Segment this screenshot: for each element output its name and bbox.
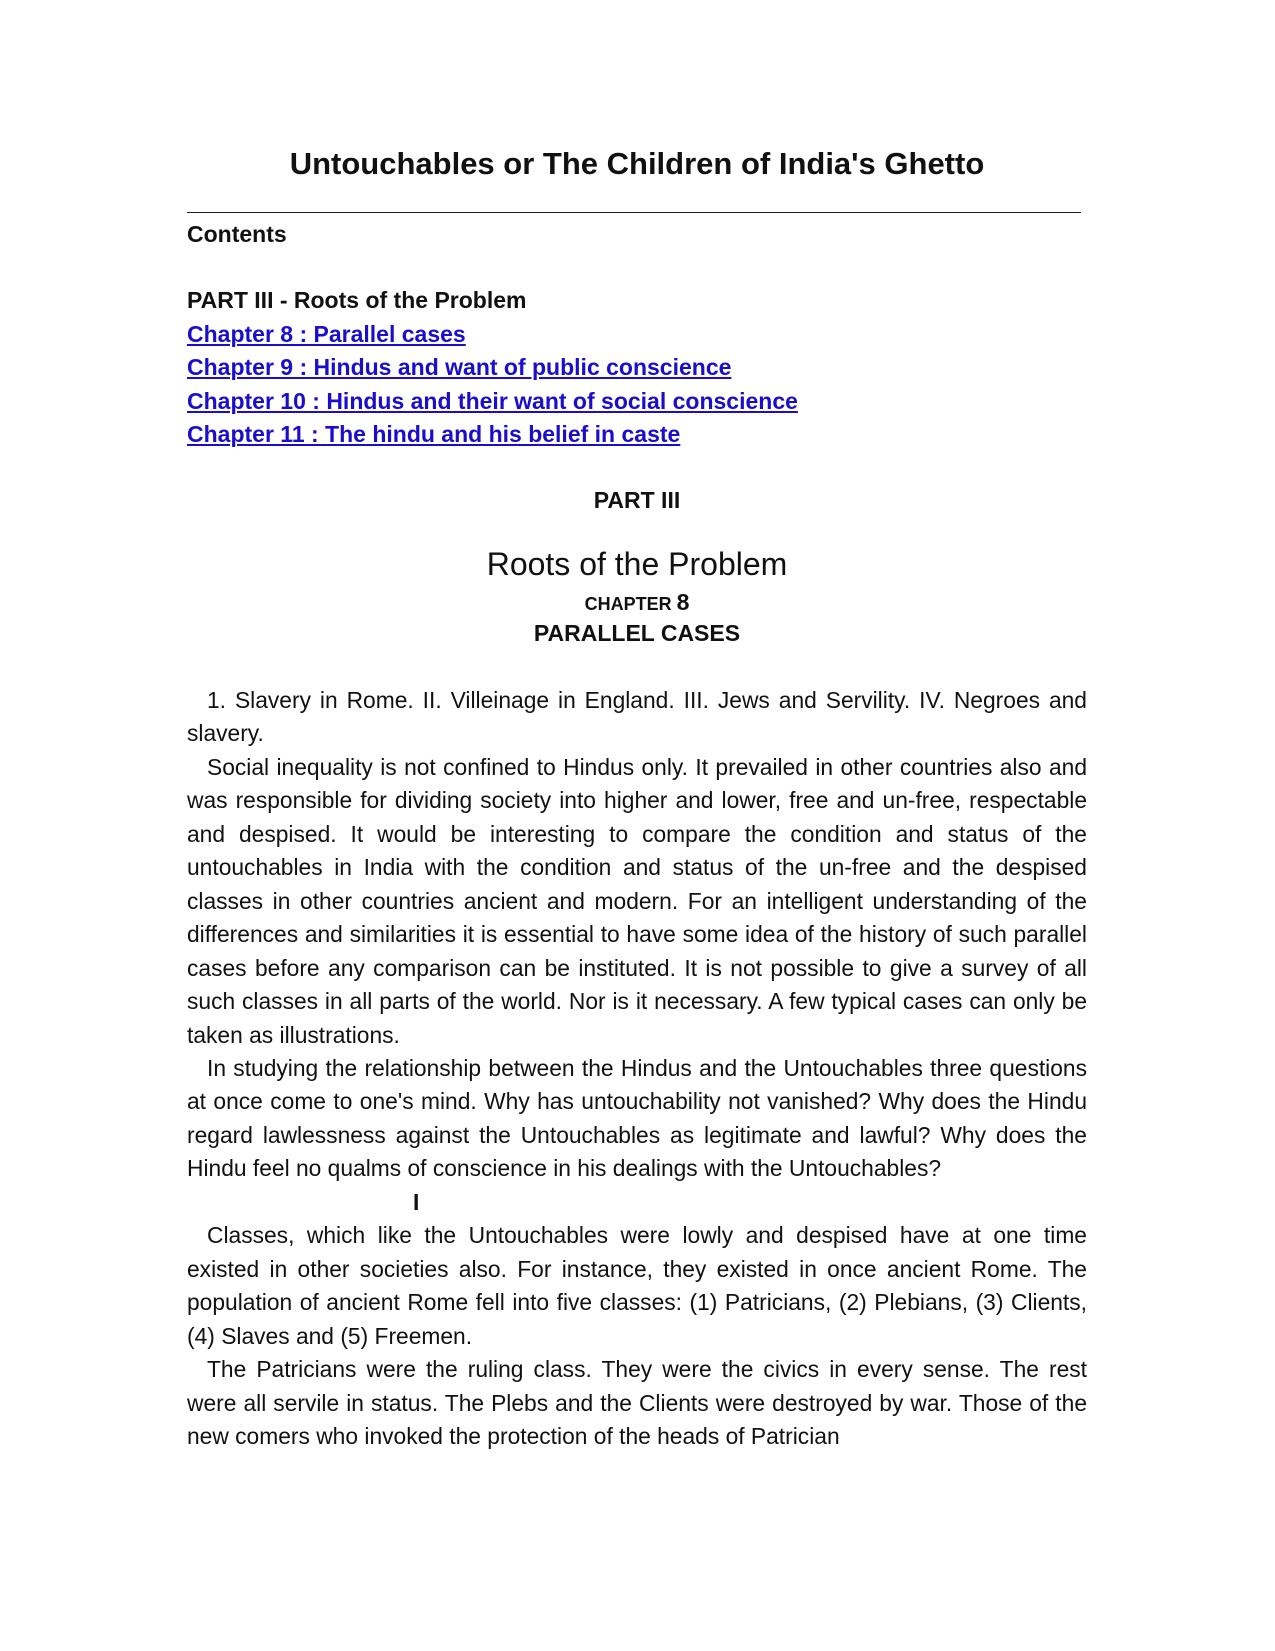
part-title: Roots of the Problem (486, 546, 788, 582)
title-divider (187, 212, 1081, 213)
chapter-number: 8 (676, 589, 690, 615)
body-paragraph: 1. Slavery in Rome. II. Villeinage in England. III. Jews and Servility. IV. Negroes and slavery. (187, 687, 1087, 747)
toc-link-chapter-10[interactable]: Chapter 10 : Hindus and their want of social conscience (187, 387, 798, 414)
body-paragraph: In studying the relationship between the Hindus and the Untouchables three questions at once come to one's mind. Why has untouchability not vanished? Why does the Hindu regard lawlessness against the Untouchables as legitimate and lawful? Why does the Hindu feel no qualms of conscience in his dealings with the Untouchables? (187, 1054, 1087, 1182)
body-paragraph: The Patricians were the ruling class. They were the civics in every sense. The rest were all servile in status. The Plebs and the Clients were destroyed by war. Those of the new comers who invoked the protection of the heads of Patrician (187, 1356, 1087, 1449)
toc-link-chapter-9[interactable]: Chapter 9 : Hindus and want of public conscience (187, 354, 732, 380)
contents-heading: Contents (187, 221, 287, 247)
table-of-contents (187, 284, 798, 452)
body-paragraph: Social inequality is not confined to Hindus only. It prevailed in other countries also and was responsible for dividing society into higher and lower, free and un-free, respectable and despised. It would be interesting to compare the condition and status of the untouchables in India with the condition and status of the un-free and the despised classes in other countries ancient and modern. For an intelligent understanding of the differences and similarities it is essential to have some idea of the history of such parallel cases before any comparison can be instituted. It is not possible to give a survey of all such classes in all parts of the world. Nor is it necessary. A few typical cases can only be taken as illustrations. (187, 753, 1087, 1048)
toc-link-chapter-8[interactable]: Chapter 8 : Parallel cases (187, 320, 466, 347)
body-paragraph: Classes, which like the Untouchables were lowly and despised have at one time existed in other societies also. For instance, they existed in once ancient Rome. The population of ancient Rome fell into five classes: (1) Patricians, (2) Plebians, (3) Clients, (4) Slaves and (5) Freemen. (187, 1222, 1087, 1349)
document-title: Untouchables or The Children of India's Ghetto (289, 146, 985, 181)
toc-link-chapter-11[interactable]: Chapter 11 : The hindu and his belief in caste (187, 421, 681, 447)
chapter-word: CHAPTER (584, 594, 672, 614)
chapter-title: PARALLEL CASES (533, 620, 741, 646)
section-number: I (413, 1188, 420, 1215)
chapter-label (187, 587, 1087, 619)
toc-part-heading: PART III - Roots of the Problem (187, 287, 527, 313)
part-label: PART III (593, 487, 681, 513)
chapter-body (187, 684, 1087, 1453)
